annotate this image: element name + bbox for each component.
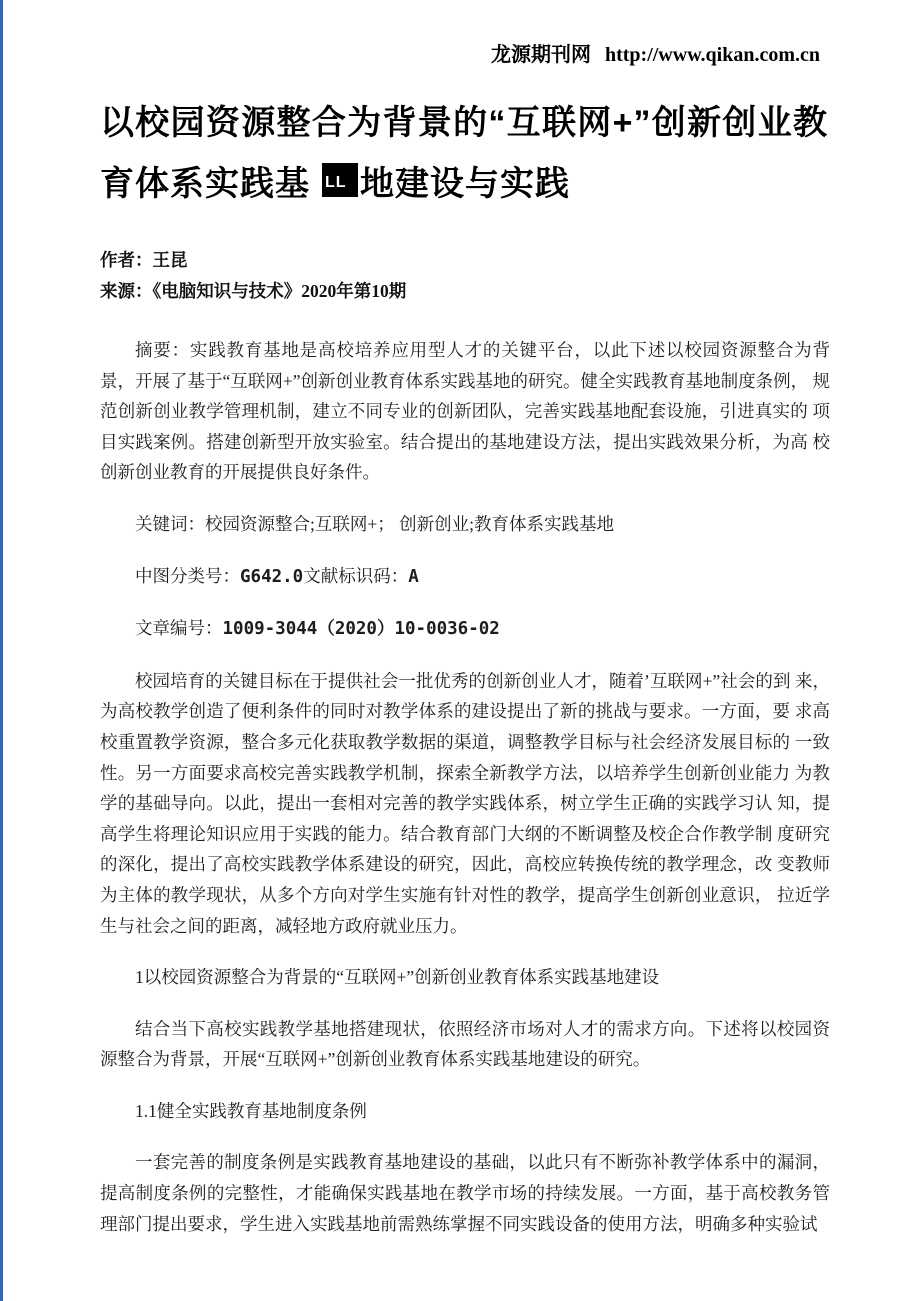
article-title-part2: 地建设与实践 [360,165,570,203]
article-meta [100,245,830,307]
author-line [100,245,830,276]
clc-label: 中图分类号： [135,565,240,586]
journal-site-url: http://www.qikan.com.cn [604,44,820,66]
journal-site-name: 龙源期刊网 [490,44,591,66]
article-number-label: 文章编号： [135,618,223,639]
section-1-paragraph: 结合当下高校实践教学基地搭建现状，依照经济市场对人才的需求方向。下述将以校园资 源整合为背景，开展“互联网+”创新创业教育体系实践基地建设的研究。 [100,1018,830,1070]
intro-paragraph: 校园培育的关键目标在于提供社会一批优秀的创新创业人才，随着’互联网+”社会的到 来，为高校教学创造了便利条件的同时对教学体系的建设提出了新的挑战与要求。一方面，要 求高校重置教学资源，整合多元化获取教学数据的渠道，调整教学目标与社会经济发展目标的 一致性。另一方面要求高校完善实践教学机制，探索全新教学方法，以培养学生创新创业能力 为教学的基础导向。以此，提出一套相对完善的教学实践体系，树立学生正确的实践学习认 知，提高学生将理论知识应用于实践的能力。结合教育部门大纲的不断调整及校企合作教学制 度研究的深化，提出了高校实践教学体系建设的研究，因此，高校应转换传统的教学理念，改 变教师为主体的教学现状，从多个方向对学生实施有针对性的教学，提高学生创新创业意识， 拉近学生与社会之间的距离，减轻地方政府就业压力。 [100,670,830,936]
clc-line [100,561,830,593]
section-heading-1: 1以校园资源整合为背景的“互联网+”创新创业教育体系实践基地建设 [135,967,660,988]
article-content [100,335,830,1239]
source-line [100,276,830,307]
journal-header [0,0,920,67]
section-heading-1-1: 1.1健全实践教育基地制度条例 [135,1100,367,1121]
author-label: 作者： [100,250,153,270]
doc-code-value: A [408,566,419,587]
article-title-part1: 以校园资源整合为背景的“互联网+”创新创业教育体系实践基 [100,104,828,203]
article-number-line [100,613,830,645]
missing-glyph-box: LL [322,163,358,197]
doc-code-label: 文献标识码： [303,565,409,586]
source-label: 来源： [100,281,153,301]
clc-value: G642.0 [240,566,304,587]
article-title [100,93,828,215]
section-1-1-paragraph: 一套完善的制度条例是实践教育基地建设的基础，以此只有不断弥补教学体系中的漏洞， 提高制度条例的完整性，才能确保实践基地在教学市场的持续发展。一方面，基于高校教务管 理部门提出要求，学生进入实践基地前需熟练掌握不同实践设备的使用方法，明确多种实验试 [100,1152,830,1234]
author-name: 王昆 [152,250,188,270]
abstract-paragraph: 摘要：实践教育基地是高校培养应用型人才的关键平台，以此下述以校园资源整合为背 景，开展了基于“互联网+”创新创业教育体系实践基地的研究。健全实践教育基地制度条例， 规范创新创业教学管理机制，建立不同专业的创新团队，完善实践基地配套设施，引进真实的 项目实践案例。搭建创新型开放实验室。结合提出的基地建设方法，提出实践效果分析，为高 校创新创业教育的开展提供良好条件。 [100,340,830,483]
source-name: 《电脑知识与技术》2020年第10期 [152,281,407,301]
keywords-line: 关键词：校园资源整合;互联网+； 创新创业;教育体系实践基地 [135,513,614,534]
article-number-value: 1009-3044（2020）10-0036-02 [222,619,500,640]
